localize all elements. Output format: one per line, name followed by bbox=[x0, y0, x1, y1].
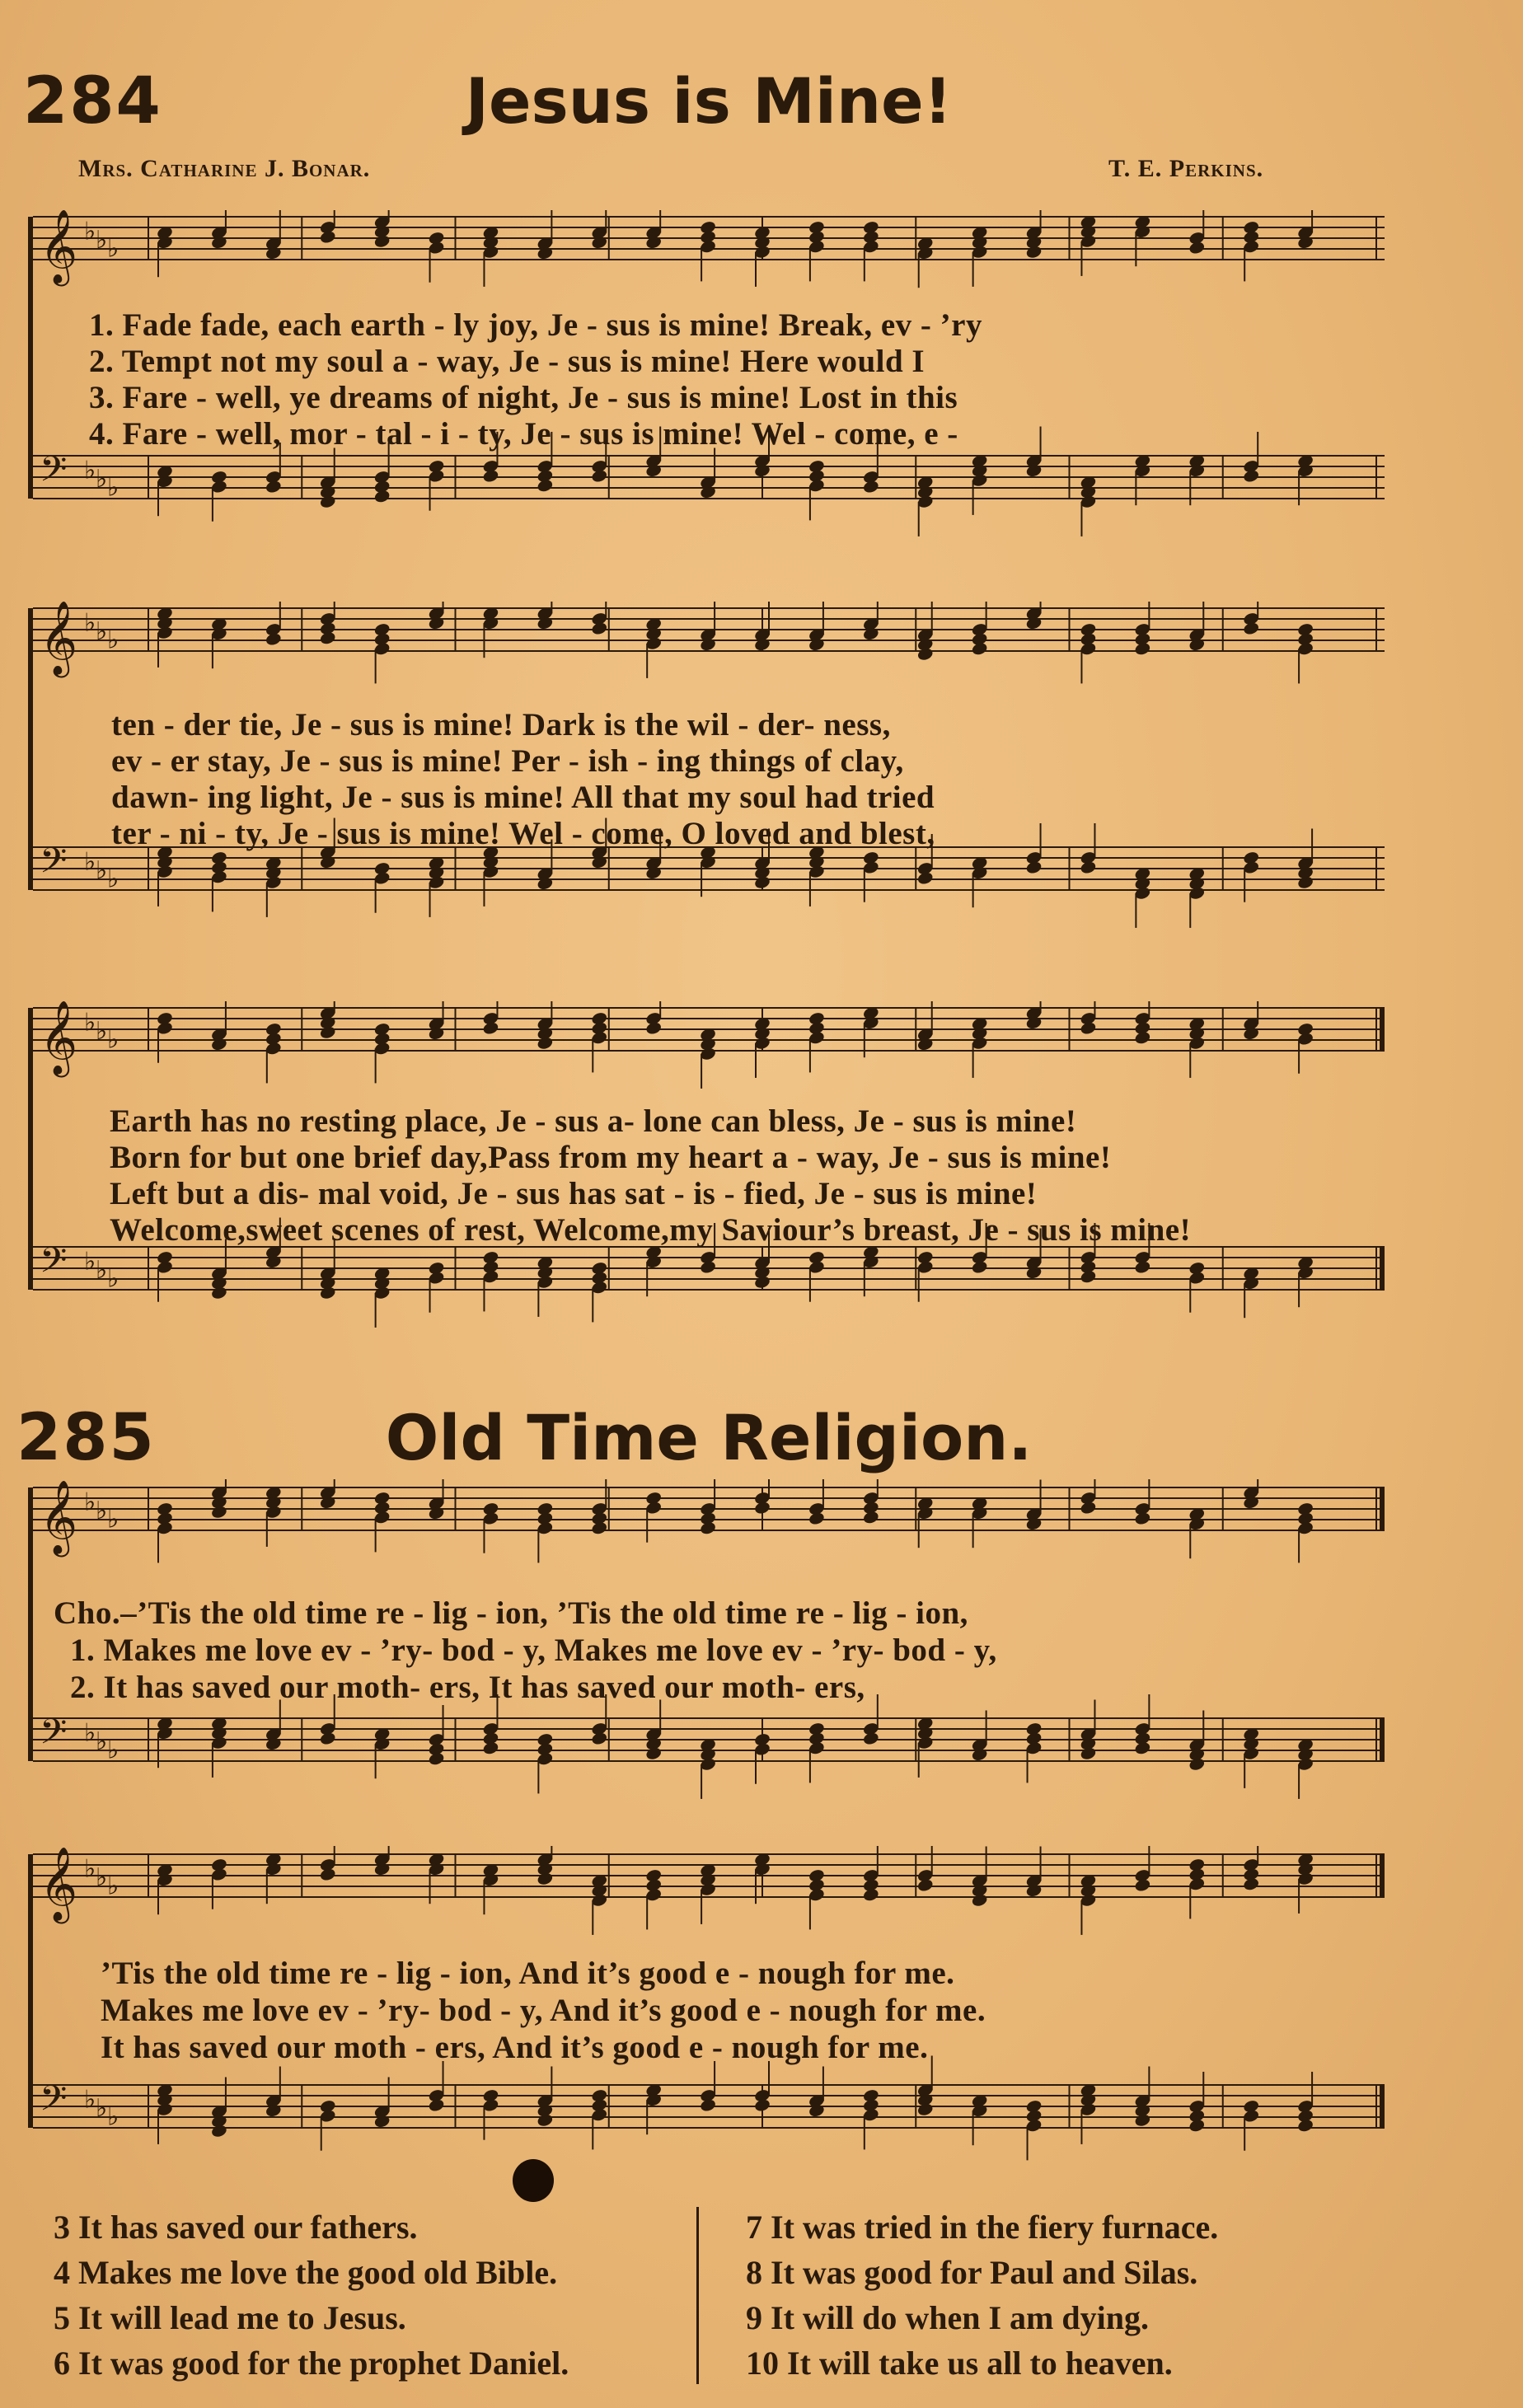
bass-clef: 𝄢 bbox=[40, 449, 68, 499]
lyric-line: Left but a dis- mal void, Je - sus has sat - is - fied, Je - sus is mine! bbox=[110, 1176, 1038, 1211]
hymn-number: 285 bbox=[16, 1401, 156, 1475]
flat-sign: ♭ bbox=[96, 616, 108, 646]
note-head bbox=[591, 235, 608, 250]
note-head bbox=[645, 235, 663, 250]
final-bar bbox=[1380, 1854, 1385, 1897]
note-head bbox=[265, 2103, 282, 2118]
verse-line: 7 It was tried in the fiery furnace. bbox=[746, 2209, 1219, 2246]
flat-sign: ♭ bbox=[96, 1016, 108, 1046]
lyric-line: Earth has no resting place, Je - sus a- lone can bless, Je - sus is mine! bbox=[110, 1103, 1077, 1139]
note-head bbox=[753, 2098, 771, 2113]
treble-clef: 𝄞 bbox=[40, 1847, 78, 1921]
note-head bbox=[1243, 1876, 1260, 1891]
treble-clef: 𝄞 bbox=[40, 1480, 78, 1554]
flat-sign: ♭ bbox=[107, 2102, 119, 2132]
note-head bbox=[265, 1736, 282, 1751]
note-head bbox=[753, 637, 771, 652]
lyric-line: It has saved our moth - ers, And it’s good e - nough for me. bbox=[101, 2030, 929, 2065]
system-bracket bbox=[28, 1487, 33, 1761]
note-head bbox=[591, 855, 608, 869]
note-head bbox=[645, 865, 663, 880]
note-head bbox=[1025, 860, 1043, 875]
note-head bbox=[428, 2098, 445, 2113]
note-head bbox=[1243, 1026, 1260, 1041]
lyric-line: ev - er stay, Je - sus is mine! Per - ish - ing things of clay, bbox=[111, 743, 904, 779]
note-head bbox=[1025, 245, 1043, 260]
note-head bbox=[1134, 2113, 1151, 2128]
note-head bbox=[862, 626, 879, 641]
note-head bbox=[537, 478, 554, 493]
note-head bbox=[373, 2114, 391, 2129]
note-head bbox=[1134, 641, 1151, 656]
lyric-line: Cho.–’Tis the old time re - lig - ion, ’Tis the old time re - lig - ion, bbox=[54, 1595, 968, 1631]
bass-clef: 𝄢 bbox=[40, 2078, 68, 2128]
note-head bbox=[210, 235, 227, 250]
note-head bbox=[1243, 1495, 1260, 1510]
note-head bbox=[319, 1731, 336, 1746]
note-head bbox=[1243, 621, 1260, 636]
flat-sign: ♭ bbox=[96, 1726, 108, 1756]
bass-clef: 𝄢 bbox=[40, 841, 68, 890]
note-head bbox=[753, 463, 771, 478]
note-head bbox=[210, 1505, 227, 1520]
note-head bbox=[645, 1746, 663, 1761]
note-head bbox=[1134, 1511, 1151, 1526]
lyric-line: Makes me love ev - ’ry- bod - y, And it’s good e - nough for me. bbox=[101, 1993, 986, 2028]
note-head bbox=[645, 463, 663, 478]
lyric-line: dawn- ing light, Je - sus is mine! All that my soul had tried bbox=[111, 780, 935, 815]
note-head bbox=[265, 632, 282, 647]
verse-line: 4 Makes me love the good old Bible. bbox=[54, 2254, 558, 2291]
note-head bbox=[265, 480, 282, 494]
verse-line: 3 It has saved our fathers. bbox=[54, 2209, 418, 2246]
note-head bbox=[808, 1511, 825, 1526]
note-head bbox=[1296, 235, 1314, 250]
extra-verses-right bbox=[746, 2204, 1218, 2386]
lyric-line: 2. Tempt not my soul a - way, Je - sus is mine! Here would I bbox=[89, 344, 926, 379]
flat-sign: ♭ bbox=[84, 608, 96, 638]
treble-clef: 𝄞 bbox=[40, 602, 78, 675]
final-bar bbox=[1380, 1247, 1385, 1290]
extra-verses-left bbox=[54, 2204, 569, 2386]
note-head bbox=[482, 1021, 499, 1036]
lyric-line: 3. Fare - well, ye dreams of night, Je - sus is mine! Lost in this bbox=[89, 380, 958, 415]
note-head bbox=[1080, 860, 1097, 875]
note-head bbox=[1296, 875, 1314, 890]
verse-line: 10 It will take us all to heaven. bbox=[746, 2345, 1173, 2382]
note-head bbox=[1188, 1757, 1206, 1772]
note-head bbox=[1134, 1740, 1151, 1755]
note-head bbox=[1080, 1501, 1097, 1516]
note-head bbox=[1188, 2118, 1206, 2133]
note-head bbox=[319, 855, 336, 869]
note-head bbox=[319, 1025, 336, 1040]
flat-sign: ♭ bbox=[96, 225, 108, 255]
note-head bbox=[862, 480, 879, 494]
flat-sign: ♭ bbox=[96, 464, 108, 494]
note-head bbox=[210, 2124, 227, 2139]
note-head bbox=[699, 637, 716, 652]
note-head bbox=[1134, 1878, 1151, 1893]
note-head bbox=[1080, 1746, 1097, 1761]
note-head bbox=[373, 489, 391, 504]
note-head bbox=[1134, 1260, 1151, 1275]
note-head bbox=[862, 1510, 879, 1525]
note-head bbox=[699, 1260, 716, 1275]
flat-sign: ♭ bbox=[107, 1025, 119, 1055]
note-head bbox=[373, 1862, 391, 1876]
treble-clef: 𝄞 bbox=[40, 210, 78, 283]
flat-sign: ♭ bbox=[84, 1854, 96, 1884]
flat-sign: ♭ bbox=[84, 2085, 96, 2115]
note-head bbox=[319, 494, 336, 509]
note-head bbox=[916, 647, 934, 662]
note-head bbox=[1134, 1030, 1151, 1045]
composer-credit: T. E. Perkins. bbox=[1108, 155, 1264, 182]
verse-line: 9 It will do when I am dying. bbox=[746, 2299, 1149, 2336]
flat-sign: ♭ bbox=[107, 234, 119, 264]
note-head bbox=[591, 621, 608, 636]
flat-sign: ♭ bbox=[107, 1736, 119, 1765]
note-head bbox=[916, 2102, 934, 2117]
flat-sign: ♭ bbox=[96, 2093, 108, 2123]
final-bar bbox=[1380, 1718, 1385, 1761]
lyric-line: Welcome,sweet scenes of rest, Welcome,my Saviour’s breast, Je - sus is mine! bbox=[110, 1212, 1192, 1248]
verse-line: 8 It was good for Paul and Silas. bbox=[746, 2254, 1198, 2291]
flat-sign: ♭ bbox=[84, 217, 96, 246]
lyric-line: ten - der tie, Je - sus is mine! Dark is the wil - der- ness, bbox=[111, 707, 891, 743]
system-bracket bbox=[28, 1854, 33, 2128]
flat-sign: ♭ bbox=[84, 456, 96, 485]
note-head bbox=[1080, 1269, 1097, 1284]
lyric-line: 1. Fade fade, each earth - ly joy, Je - sus is mine! Break, ev - ’ry bbox=[89, 307, 982, 343]
flat-sign: ♭ bbox=[84, 1487, 96, 1517]
note-head bbox=[699, 485, 716, 499]
note-head bbox=[1296, 2118, 1314, 2133]
bass-clef: 𝄢 bbox=[40, 1240, 68, 1290]
flat-sign: ♭ bbox=[96, 1862, 108, 1892]
system-bracket bbox=[28, 1008, 33, 1290]
verse-line: 5 It will lead me to Jesus. bbox=[54, 2299, 406, 2336]
note-head bbox=[428, 1506, 445, 1520]
flat-sign: ♭ bbox=[84, 1008, 96, 1038]
note-head bbox=[1025, 1265, 1043, 1280]
note-head bbox=[591, 1731, 608, 1746]
note-head bbox=[971, 641, 988, 656]
flat-sign: ♭ bbox=[96, 1496, 108, 1525]
note-head bbox=[1080, 1021, 1097, 1036]
note-head bbox=[319, 630, 336, 645]
note-head bbox=[1243, 469, 1260, 484]
note-head bbox=[1188, 637, 1206, 652]
note-head bbox=[808, 2103, 825, 2118]
note-head bbox=[971, 1260, 988, 1275]
column-divider bbox=[696, 2207, 699, 2384]
note-head bbox=[862, 1731, 879, 1746]
flat-sign: ♭ bbox=[84, 1247, 96, 1277]
note-head bbox=[808, 637, 825, 652]
bass-clef: 𝄢 bbox=[40, 1712, 68, 1761]
lyric-line: ’Tis the old time re - lig - ion, And it’s good e - nough for me. bbox=[101, 1956, 955, 1991]
note-head bbox=[753, 1275, 771, 1290]
system-bracket bbox=[28, 217, 33, 499]
hymn-title: Old Time Religion. bbox=[385, 1401, 1033, 1474]
note-head bbox=[1025, 1516, 1043, 1531]
lyric-line: 4. Fare - well, mor - tal - i - ty, Je - sus is mine! Wel - come, e - bbox=[89, 416, 958, 452]
note-head bbox=[319, 230, 336, 245]
note-head bbox=[699, 1520, 716, 1535]
note-head bbox=[591, 469, 608, 484]
note-head bbox=[537, 876, 554, 891]
note-head bbox=[537, 1872, 554, 1886]
flat-sign: ♭ bbox=[84, 847, 96, 877]
hymn-title: Jesus is Mine! bbox=[465, 64, 953, 138]
note-head bbox=[1025, 1015, 1043, 1030]
ink-blot bbox=[513, 2159, 554, 2202]
note-head bbox=[428, 1026, 445, 1041]
note-head bbox=[265, 246, 282, 260]
note-head bbox=[1025, 1883, 1043, 1898]
note-head bbox=[1025, 616, 1043, 630]
flat-sign: ♭ bbox=[107, 625, 119, 655]
hymn-number: 284 bbox=[23, 64, 162, 138]
system-bracket bbox=[28, 608, 33, 890]
flat-sign: ♭ bbox=[96, 855, 108, 885]
note-head bbox=[591, 1520, 608, 1535]
flat-sign: ♭ bbox=[107, 1505, 119, 1534]
note-head bbox=[373, 234, 391, 249]
lyric-line: ter - ni - ty, Je - sus is mine! Wel - come, O loved and blest, bbox=[111, 816, 935, 851]
note-head bbox=[699, 2098, 716, 2113]
final-bar bbox=[1380, 2085, 1385, 2128]
final-bar bbox=[1380, 1487, 1385, 1530]
note-head bbox=[537, 1036, 554, 1051]
note-head bbox=[537, 2113, 554, 2128]
note-head bbox=[265, 1254, 282, 1269]
note-head bbox=[482, 1740, 499, 1755]
note-head bbox=[210, 1286, 227, 1300]
note-head bbox=[319, 1867, 336, 1882]
lyric-line: 1. Makes me love ev - ’ry- bod - y, Makes me love ev - ’ry- bod - y, bbox=[70, 1633, 997, 1668]
note-head bbox=[319, 1495, 336, 1510]
note-head bbox=[1025, 463, 1043, 478]
note-head bbox=[482, 469, 499, 484]
flat-sign: ♭ bbox=[96, 1255, 108, 1285]
treble-clef: 𝄞 bbox=[40, 1001, 78, 1075]
flat-sign: ♭ bbox=[107, 1264, 119, 1294]
note-head bbox=[916, 871, 934, 886]
note-head bbox=[971, 1747, 988, 1762]
flat-sign: ♭ bbox=[107, 864, 119, 894]
flat-sign: ♭ bbox=[107, 473, 119, 503]
note-head bbox=[862, 1887, 879, 1902]
note-head bbox=[428, 1751, 445, 1766]
note-head bbox=[428, 616, 445, 630]
note-head bbox=[971, 1893, 988, 1908]
verse-line: 6 It was good for the prophet Daniel. bbox=[54, 2345, 569, 2382]
note-head bbox=[319, 1286, 336, 1300]
lyric-line: Born for but one brief day,Pass from my heart a - way, Je - sus is mine! bbox=[110, 1140, 1112, 1175]
note-head bbox=[753, 1501, 771, 1516]
lyric-line: 2. It has saved our moth- ers, It has saved our moth- ers, bbox=[70, 1670, 865, 1705]
flat-sign: ♭ bbox=[84, 1718, 96, 1748]
flat-sign: ♭ bbox=[107, 1872, 119, 1901]
final-bar bbox=[1380, 1008, 1385, 1051]
note-head bbox=[537, 246, 554, 260]
note-head bbox=[1188, 241, 1206, 255]
lyricist-credit: Mrs. Catharine J. Bonar. bbox=[78, 155, 371, 182]
note-head bbox=[210, 1037, 227, 1052]
note-head bbox=[916, 1037, 934, 1052]
note-head bbox=[645, 1021, 663, 1036]
note-head bbox=[753, 875, 771, 890]
note-head bbox=[916, 1878, 934, 1893]
note-head bbox=[537, 616, 554, 630]
